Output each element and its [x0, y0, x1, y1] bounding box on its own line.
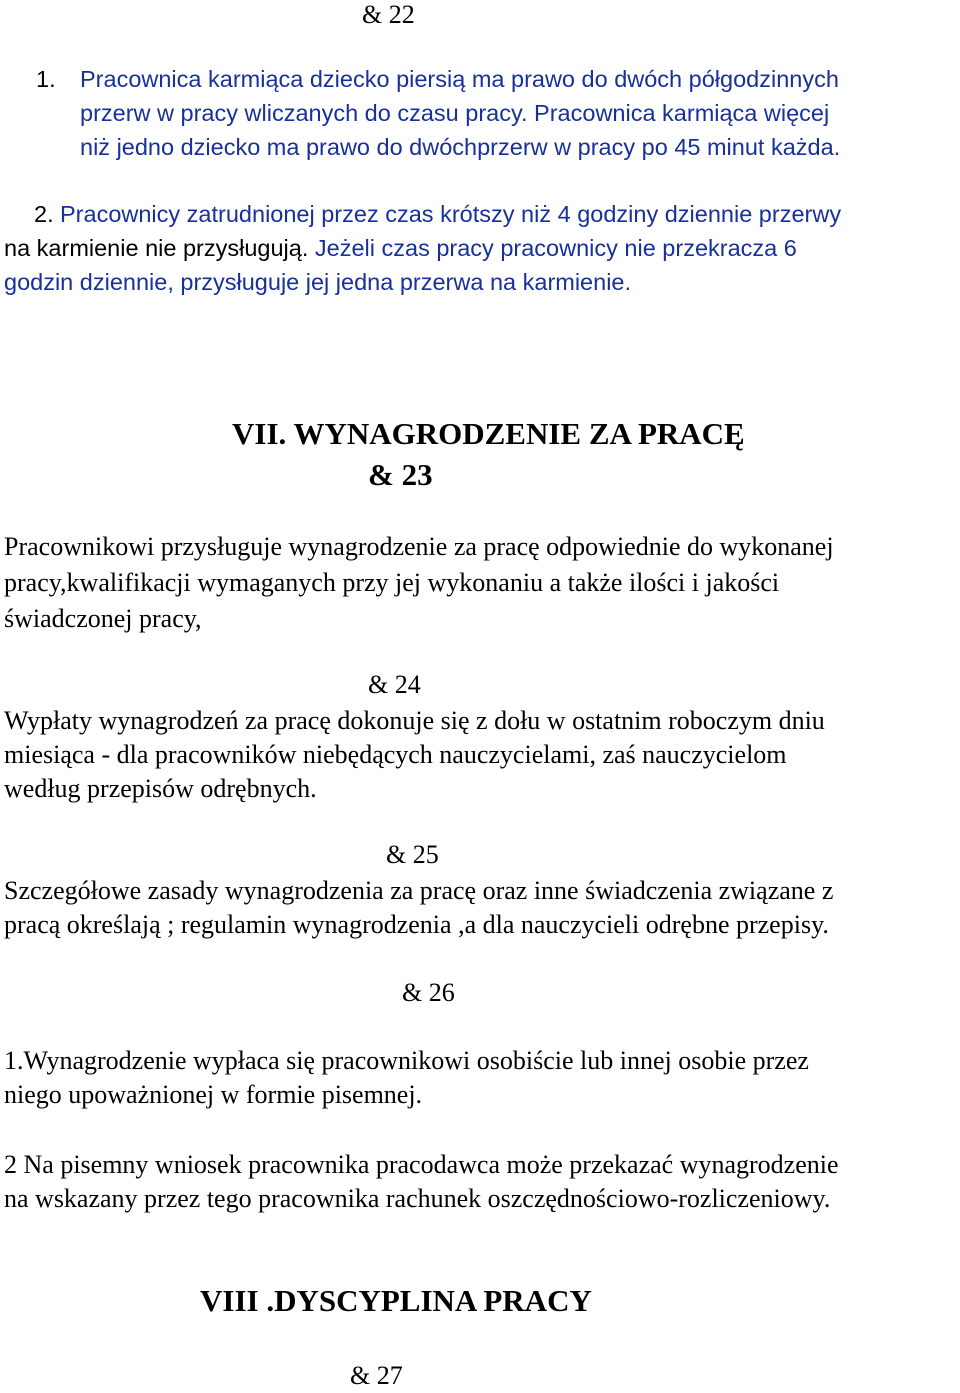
- paragraph-23-heading: & 23: [368, 457, 433, 492]
- paragraph-22-heading: & 22: [362, 0, 415, 29]
- paragraph-22-item-2-line-2a: na karmienie nie przysługują.: [4, 235, 309, 261]
- paragraph-23-line-3: świadczonej pracy,: [4, 604, 202, 633]
- section-7-title: VII. WYNAGRODZENIE ZA PRACĘ: [232, 416, 745, 451]
- paragraph-25-line-1: Szczegółowe zasady wynagrodzenia za pracę oraz inne świadczenia związane z: [4, 876, 834, 905]
- paragraph-22-item-2-line-2b: Jeżeli czas pracy pracownicy nie przekracza 6: [308, 235, 797, 261]
- paragraph-23-line-2: pracy,kwalifikacji wymaganych przy jej wykonaniu a także ilości i jakości: [4, 568, 780, 597]
- paragraph-26-item-1-line-2: niego upoważnionej w formie pisemnej.: [4, 1080, 423, 1109]
- paragraph-22-item-1-line-1: Pracownica karmiąca dziecko piersią ma prawo do dwóch półgodzinnych: [80, 66, 839, 92]
- paragraph-26-heading: & 26: [402, 978, 455, 1007]
- paragraph-26-item-2-line-2: na wskazany przez tego pracownika rachunek oszczędnościowo-rozliczeniowy.: [4, 1184, 831, 1213]
- paragraph-24-heading: & 24: [368, 670, 421, 699]
- paragraph-22-item-1-line-2: przerw w pracy wliczanych do czasu pracy. Pracownica karmiąca więcej: [80, 100, 830, 126]
- paragraph-22-item-1-number: 1.: [36, 66, 56, 92]
- paragraph-26-item-1-line-1: 1.Wynagrodzenie wypłaca się pracownikowi osobiście lub innej osobie przez: [4, 1046, 809, 1075]
- paragraph-24-line-1: Wypłaty wynagrodzeń za pracę dokonuje się z dołu w ostatnim roboczym dniu: [4, 706, 825, 735]
- paragraph-24-line-3: według przepisów odrębnych.: [4, 774, 317, 803]
- paragraph-25-heading: & 25: [386, 840, 439, 869]
- section-8-title: VIII .DYSCYPLINA PRACY: [200, 1283, 592, 1318]
- paragraph-25-line-2: pracą określają ; regulamin wynagrodzenia ,a dla nauczycieli odrębne przepisy.: [4, 910, 829, 939]
- paragraph-24-line-2: miesiąca - dla pracowników niebędących nauczycielami, zaś nauczycielom: [4, 740, 787, 769]
- paragraph-22-item-2-line-3: godzin dziennie, przysługuje jej jedna przerwa na karmienie.: [4, 269, 632, 295]
- paragraph-22-item-2-line-1: Pracownicy zatrudnionej przez czas krótszy niż 4 godziny dziennie przerwy: [60, 201, 842, 227]
- paragraph-27-heading: & 27: [350, 1361, 403, 1390]
- paragraph-23-line-1: Pracownikowi przysługuje wynagrodzenie za pracę odpowiednie do wykonanej: [4, 532, 834, 561]
- paragraph-22-item-1-line-3: niż jedno dziecko ma prawo do dwóchprzerw w pracy po 45 minut każda.: [80, 134, 841, 160]
- paragraph-26-item-2-line-1: 2 Na pisemny wniosek pracownika pracodawca może przekazać wynagrodzenie: [4, 1150, 839, 1179]
- paragraph-22-item-2-number: 2.: [34, 201, 54, 227]
- paragraph-22-item-2-line-2: [4, 231, 797, 265]
